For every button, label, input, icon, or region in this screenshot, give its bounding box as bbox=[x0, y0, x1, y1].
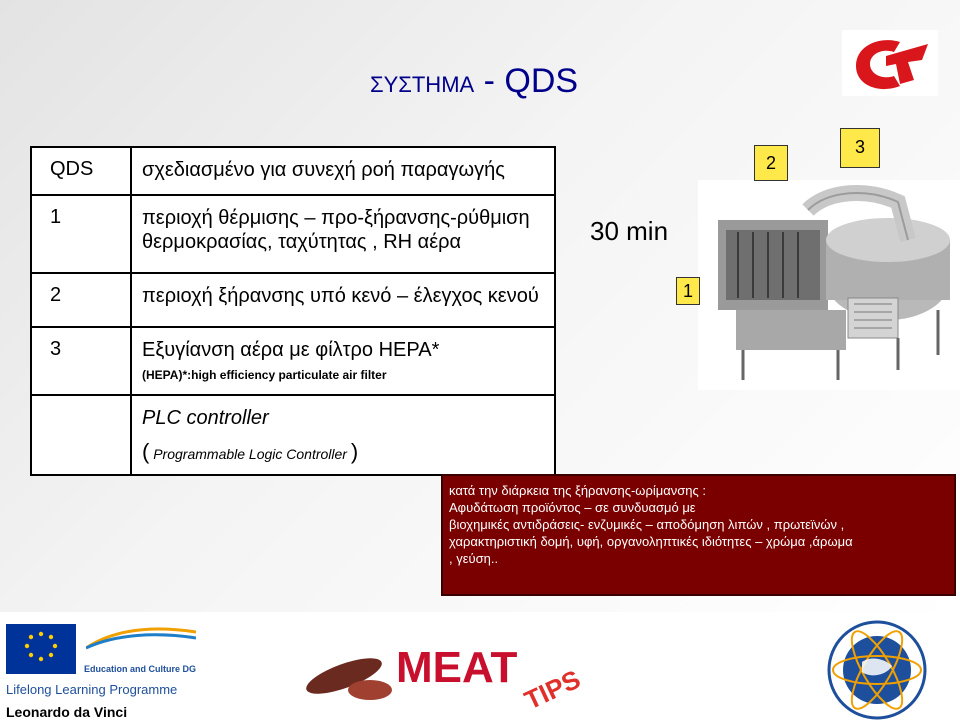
hepa-title: Εξυγίανση αέρα με φίλτρο HEPA* bbox=[142, 339, 440, 361]
info-line: κατά την διάρκεια της ξήρανσης-ωρίμανσης : bbox=[449, 483, 706, 498]
info-line: , γεύση.. bbox=[449, 551, 499, 566]
plc-row bbox=[31, 395, 555, 475]
brand-logo-icon bbox=[842, 30, 938, 96]
slide-title bbox=[370, 62, 630, 101]
table-header-row bbox=[31, 147, 555, 195]
edu-culture-label: Education and Culture DG bbox=[84, 664, 197, 674]
row-num: 3 bbox=[31, 327, 131, 395]
info-line: Αφυδάτωση προϊόντος – σε συνδυασμό με bbox=[449, 500, 696, 515]
marker-1: 1 bbox=[676, 277, 700, 305]
header-desc: σχεδιασμένο για συνεχή ροή παραγωγής bbox=[131, 147, 555, 195]
meat-tips-logo-icon bbox=[300, 620, 600, 716]
plc-desc bbox=[131, 395, 555, 475]
plc-subtitle: ( Programmable Logic Controller ) bbox=[142, 439, 359, 464]
marker-3: 3 bbox=[840, 128, 880, 168]
table-row bbox=[31, 327, 555, 395]
title-separator: - bbox=[474, 62, 505, 100]
table-row bbox=[31, 195, 555, 273]
row-num: 2 bbox=[31, 273, 131, 327]
svg-text:MEAT: MEAT bbox=[396, 643, 518, 692]
plc-expansion: Programmable Logic Controller bbox=[153, 446, 347, 462]
title-greek: ΣΥΣΤΗΜΑ bbox=[370, 72, 475, 97]
row-desc: περιοχή ξήρανσης υπό κενό – έλεγχος κενού bbox=[131, 273, 555, 327]
leonardo-label: Leonardo da Vinci bbox=[6, 704, 128, 720]
lifelong-label: Lifelong Learning Programme bbox=[6, 682, 178, 697]
title-latin: QDS bbox=[504, 62, 579, 100]
lifelong-learning-logo bbox=[4, 620, 200, 718]
header-num: QDS bbox=[31, 147, 131, 195]
row-num: 1 bbox=[31, 195, 131, 273]
swoosh-icon bbox=[86, 626, 196, 650]
machine-photo-icon bbox=[698, 180, 960, 390]
svg-text:TIPS: TIPS bbox=[519, 663, 585, 716]
time-label: 30 min bbox=[590, 216, 669, 246]
plc-title: PLC controller bbox=[142, 407, 269, 429]
marker-2: 2 bbox=[754, 145, 788, 181]
footer-band bbox=[0, 612, 960, 720]
greek-chemists-seal-icon bbox=[822, 616, 932, 720]
row-desc bbox=[131, 327, 555, 395]
qds-table bbox=[30, 146, 556, 476]
row-desc: περιοχή θέρμισης – προ-ξήρανσης-ρύθμιση θερμοκρασίας, ταχύτητας , RH αέρα bbox=[131, 195, 555, 273]
table-row bbox=[31, 273, 555, 327]
info-box bbox=[441, 474, 956, 596]
plc-num-cell bbox=[31, 395, 131, 475]
eu-flag-icon bbox=[6, 624, 76, 674]
hepa-note: (HEPA)*:high efficiency particulate air filter bbox=[142, 368, 387, 382]
info-line: βιοχημικές αντιδράσεις- ενζυμικές – αποδόμηση λιπών , πρωτεϊνών , bbox=[449, 517, 845, 532]
info-line: χαρακτηριστική δομή, υφή, οργανοληπτικές ιδιότητες – χρώμα ,άρωμα bbox=[449, 534, 853, 549]
